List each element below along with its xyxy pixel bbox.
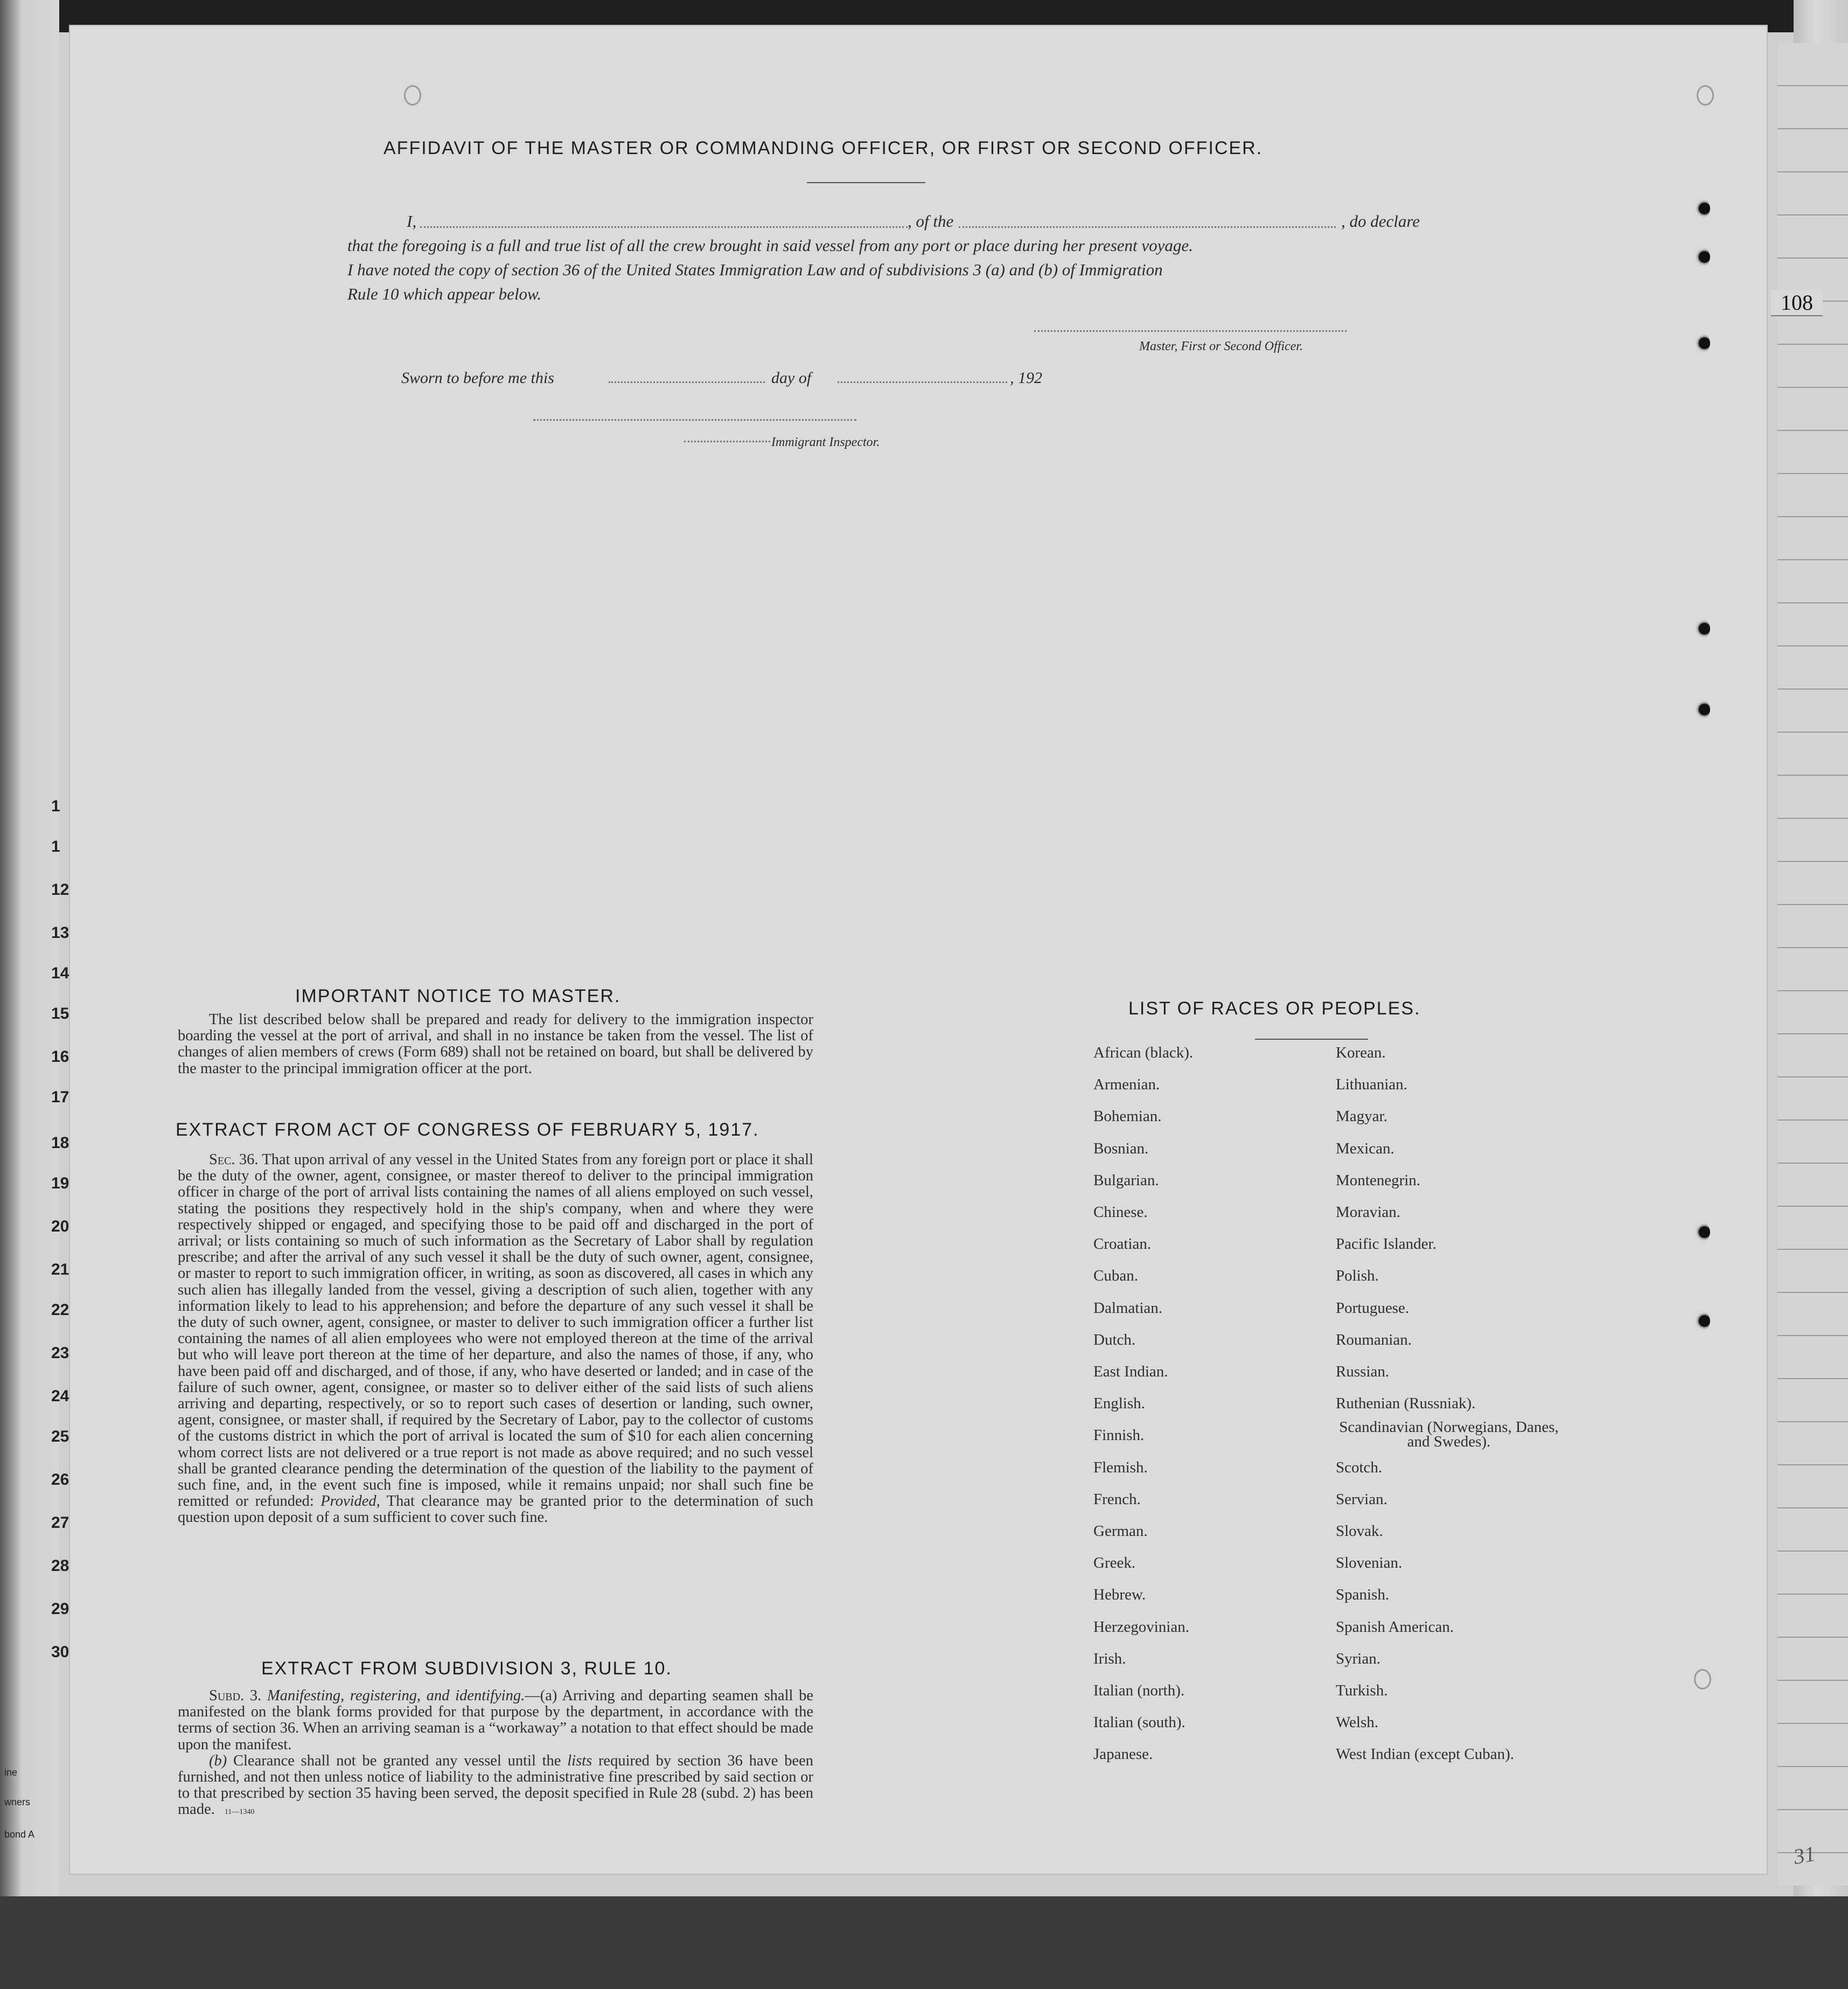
race-item: Finnish. <box>1093 1427 1145 1444</box>
sworn-day-blank <box>609 381 765 383</box>
section-label: Sec. 36. <box>209 1151 259 1168</box>
race-item <box>1336 1420 1562 1449</box>
row-number: 14 <box>51 964 69 982</box>
race-item: Herzegovinian. <box>1093 1618 1189 1636</box>
race-item: Korean. <box>1336 1044 1386 1061</box>
race-item: Flemish. <box>1093 1458 1148 1476</box>
sworn-day-label: day of <box>771 369 812 387</box>
notice-title: IMPORTANT NOTICE TO MASTER. <box>295 986 621 1006</box>
race-item: Bulgarian. <box>1093 1171 1159 1189</box>
binder-hole <box>1694 247 1710 267</box>
row-number: 28 <box>51 1557 69 1575</box>
stub-label: bond A <box>4 1829 35 1840</box>
race-item-text: Scandinavian (Norwegians, Danes, and Swedes). <box>1339 1418 1559 1451</box>
race-item: Scotch. <box>1336 1458 1383 1476</box>
master-signature-blank <box>1034 330 1347 332</box>
provided-text: That clearance may be granted prior to the determination of such question upon deposit of a sum sufficient to cover such fine. <box>178 1493 814 1526</box>
race-item: Armenian. <box>1093 1076 1160 1094</box>
inspector-signature-label: Immigrant Inspector. <box>771 435 880 449</box>
row-number: 21 <box>51 1261 69 1278</box>
binder-hole <box>1694 618 1710 639</box>
stub-label: ine <box>4 1767 18 1778</box>
subdivision-paragraph-a <box>178 1688 813 1753</box>
race-item: Montenegrin. <box>1336 1171 1421 1189</box>
race-item: Spanish. <box>1336 1586 1390 1604</box>
race-item: Japanese. <box>1093 1745 1153 1763</box>
race-item: Chinese. <box>1093 1204 1148 1221</box>
subd-text-b2: required by section 36 have been furnished, and not then unless notice of liability to the administrative fine prescribed by said section or to that prescribed by section 35 having been served, the deposit specified in Rule 28 (subd. 2) has been made. <box>178 1752 814 1818</box>
race-item: Bosnian. <box>1093 1139 1149 1157</box>
race-item: Dalmatian. <box>1093 1299 1163 1317</box>
master-signature-label: Master, First or Second Officer. <box>1139 339 1303 353</box>
act-text: That upon arrival of any vessel in the United States from any foreign port or place it shall be the duty of the owner, agent, consignee, or master thereof to deliver to the principal immigration officer in charge of the port of arrival lists containing the names of all aliens employed on such vessel, stating the positions they respectively hold in the ship's company, when and where they were respectively shipped or engaged, and specifying those to be paid off and discharged in the port of arrival; or lists containing so much of such information as the Secretary of Labor shall by regulation prescribe; and after the arrival of any such vessel it shall be the duty of such owner, agent, consignee, or master to report to such immigration officer, in writing, as soon as discovered, all cases in which any such alien has illegally landed from the vessel, giving a description of such alien, together with any information likely to lead to his apprehension; and before the departure of any such vessel it shall be the duty of such owner, agent, consignee, or master to deliver to such immigration officer a further list containing the names of all alien employees who were not employed thereon at the time of the arrival but who will leave port thereon at the time of her departure, and also the names of those, if any, who have been paid off and discharged, and of those, if any, who have deserted or landed; and in case of the failure of such owner, agent, consignee, or master so to deliver either of the said lists of such aliens arriving and departing, respectively, or so to report such cases of desertion or landing, such owner, agent, consignee, or master shall, if required by the Secretary of Labor, pay to the collector of customs of the customs district in which the port of arrival is located the sum of $10 for each alien concerning whom correct lists are not delivered or a true report is not made as above required; and no such vessel shall be granted clearance pending the determination of the question of the liability to the payment of such fine, and, in the event such fine is imposed, while it remains unpaid; nor shall such fine be remitted or refunded: <box>178 1151 813 1510</box>
binder-ring <box>1697 85 1714 106</box>
race-item: German. <box>1093 1522 1148 1540</box>
row-number: 13 <box>51 924 69 942</box>
affidavit-i: I, <box>407 212 417 231</box>
race-item: Spanish American. <box>1336 1618 1454 1636</box>
row-number: 30 <box>51 1643 69 1661</box>
margin-mark: 31 <box>1791 1841 1817 1869</box>
race-item: Portuguese. <box>1336 1299 1410 1317</box>
name-blank <box>420 226 908 228</box>
race-item: Mexican. <box>1336 1139 1394 1157</box>
subd-b-label: (b) <box>209 1752 227 1769</box>
stub-label: wners <box>4 1797 31 1807</box>
race-item: French. <box>1093 1490 1141 1508</box>
race-item: Bohemian. <box>1093 1108 1162 1125</box>
notice-paragraph: The list described below shall be prepared and ready for delivery to the immigration inspector boarding the vessel at the port of arrival, and shall in no instance be taken from the vessel. The list of changes of alien members of crews (Form 689) shall not be retained on board, but shall be delivered by the master to the principal immigration officer at the port. <box>178 1011 813 1077</box>
affidavit-line: I have noted the copy of section 36 of the United States Immigration Law and of subdivisions 3 (a) and (b) of Immigration <box>347 260 1163 279</box>
race-item: Servian. <box>1336 1490 1387 1508</box>
ledger-lines <box>1777 43 1848 1886</box>
row-number: 29 <box>51 1600 69 1618</box>
notice-body <box>178 1012 813 1077</box>
row-number: 26 <box>51 1471 69 1489</box>
row-number: 22 <box>51 1301 69 1319</box>
inspector-signature-blank <box>533 419 856 421</box>
binder-hole <box>1694 333 1710 353</box>
left-edge <box>0 0 59 1989</box>
row-number: 19 <box>51 1174 69 1192</box>
row-number: 12 <box>51 881 69 899</box>
form-code: 11—1340 <box>224 1808 255 1817</box>
row-number: 1 <box>51 838 60 856</box>
binder-ring <box>1694 1669 1711 1689</box>
act-extract-title: EXTRACT FROM ACT OF CONGRESS OF FEBRUARY 5, 1917. <box>176 1119 759 1140</box>
race-item: Welsh. <box>1336 1714 1379 1731</box>
sworn-text: Sworn to before me this <box>401 369 554 387</box>
subdivision-paragraph-b <box>178 1753 813 1821</box>
race-item: East Indian. <box>1093 1363 1168 1380</box>
binder-hole <box>1694 699 1710 720</box>
race-item: Italian (north). <box>1093 1682 1185 1699</box>
race-item: Russian. <box>1336 1363 1390 1380</box>
row-number: 20 <box>51 1218 69 1235</box>
row-number: 23 <box>51 1344 69 1362</box>
provided-label: Provided, <box>320 1493 380 1510</box>
sworn-year: , 192 <box>1010 369 1042 387</box>
inspector-signature-blank <box>684 441 770 442</box>
row-number: 1 <box>51 797 60 815</box>
binder-ring <box>404 85 421 106</box>
vessel-blank <box>959 226 1336 228</box>
race-item: Ruthenian (Russniak). <box>1336 1395 1476 1413</box>
race-item: Irish. <box>1093 1650 1126 1667</box>
subdivision-body <box>178 1688 813 1821</box>
affidavit-of-the: , of the <box>908 212 954 231</box>
race-item: Croatian. <box>1093 1235 1152 1253</box>
race-item: English. <box>1093 1395 1145 1413</box>
title-rule <box>807 182 925 183</box>
races-title: LIST OF RACES OR PEOPLES. <box>1128 998 1421 1019</box>
row-number: 25 <box>51 1428 69 1445</box>
row-number: 18 <box>51 1134 69 1152</box>
binder-hole <box>1694 1311 1710 1331</box>
race-item: Greek. <box>1093 1554 1136 1572</box>
row-number: 17 <box>51 1088 69 1106</box>
subd-heading: Manifesting, registering, and identifying. <box>267 1687 525 1704</box>
race-item: West Indian (except Cuban). <box>1336 1745 1515 1763</box>
race-item: Moravian. <box>1336 1204 1400 1221</box>
page-number: 108 <box>1771 290 1823 316</box>
row-number: 16 <box>51 1048 69 1066</box>
sworn-month-blank <box>838 381 1007 383</box>
subd-text-b1: Clearance shall not be granted any vessel until the <box>233 1752 561 1769</box>
race-item: Magyar. <box>1336 1108 1387 1125</box>
binder-hole <box>1694 198 1710 219</box>
race-item: Turkish. <box>1336 1682 1388 1699</box>
subd-label: Subd. 3. <box>209 1687 262 1704</box>
bottom-shadow <box>0 1896 1848 1989</box>
race-item: Hebrew. <box>1093 1586 1146 1604</box>
subd-text-lists: lists <box>567 1752 592 1769</box>
race-item: Roumanian. <box>1336 1331 1412 1348</box>
races-rule <box>1255 1039 1368 1040</box>
affidavit-line: Rule 10 which appear below. <box>347 284 542 303</box>
subd-text-a: —(a) Arriving and departing seamen shall be manifested on the blank forms provided for that purpose by the department, in accordance with the terms of section 36. When an arriving seaman is a “workaway” a notation to that effect should be made upon the manifest. <box>178 1687 813 1753</box>
race-item: Slovenian. <box>1336 1554 1403 1572</box>
row-number: 27 <box>51 1514 69 1532</box>
affidavit-do-declare: , do declare <box>1341 212 1420 231</box>
race-item: Cuban. <box>1093 1267 1138 1285</box>
race-item: Syrian. <box>1336 1650 1380 1667</box>
race-item: Polish. <box>1336 1267 1379 1285</box>
act-extract-body <box>178 1152 813 1526</box>
affidavit-title: AFFIDAVIT OF THE MASTER OR COMMANDING OFFICER, OR FIRST OR SECOND OFFICER. <box>383 138 1263 158</box>
race-item: African (black). <box>1093 1044 1194 1061</box>
race-item: Slovak. <box>1336 1522 1383 1540</box>
race-item: Italian (south). <box>1093 1714 1185 1731</box>
binder-hole <box>1694 1222 1710 1242</box>
subdivision-title: EXTRACT FROM SUBDIVISION 3, RULE 10. <box>261 1658 672 1679</box>
race-item: Dutch. <box>1093 1331 1136 1348</box>
race-item: Pacific Islander. <box>1336 1235 1436 1253</box>
row-number: 15 <box>51 1005 69 1023</box>
row-number: 24 <box>51 1387 69 1405</box>
act-paragraph <box>178 1152 813 1526</box>
affidavit-line: that the foregoing is a full and true list of all the crew brought in said vessel from any port or place during her present voyage. <box>347 236 1193 255</box>
race-item: Lithuanian. <box>1336 1076 1407 1094</box>
